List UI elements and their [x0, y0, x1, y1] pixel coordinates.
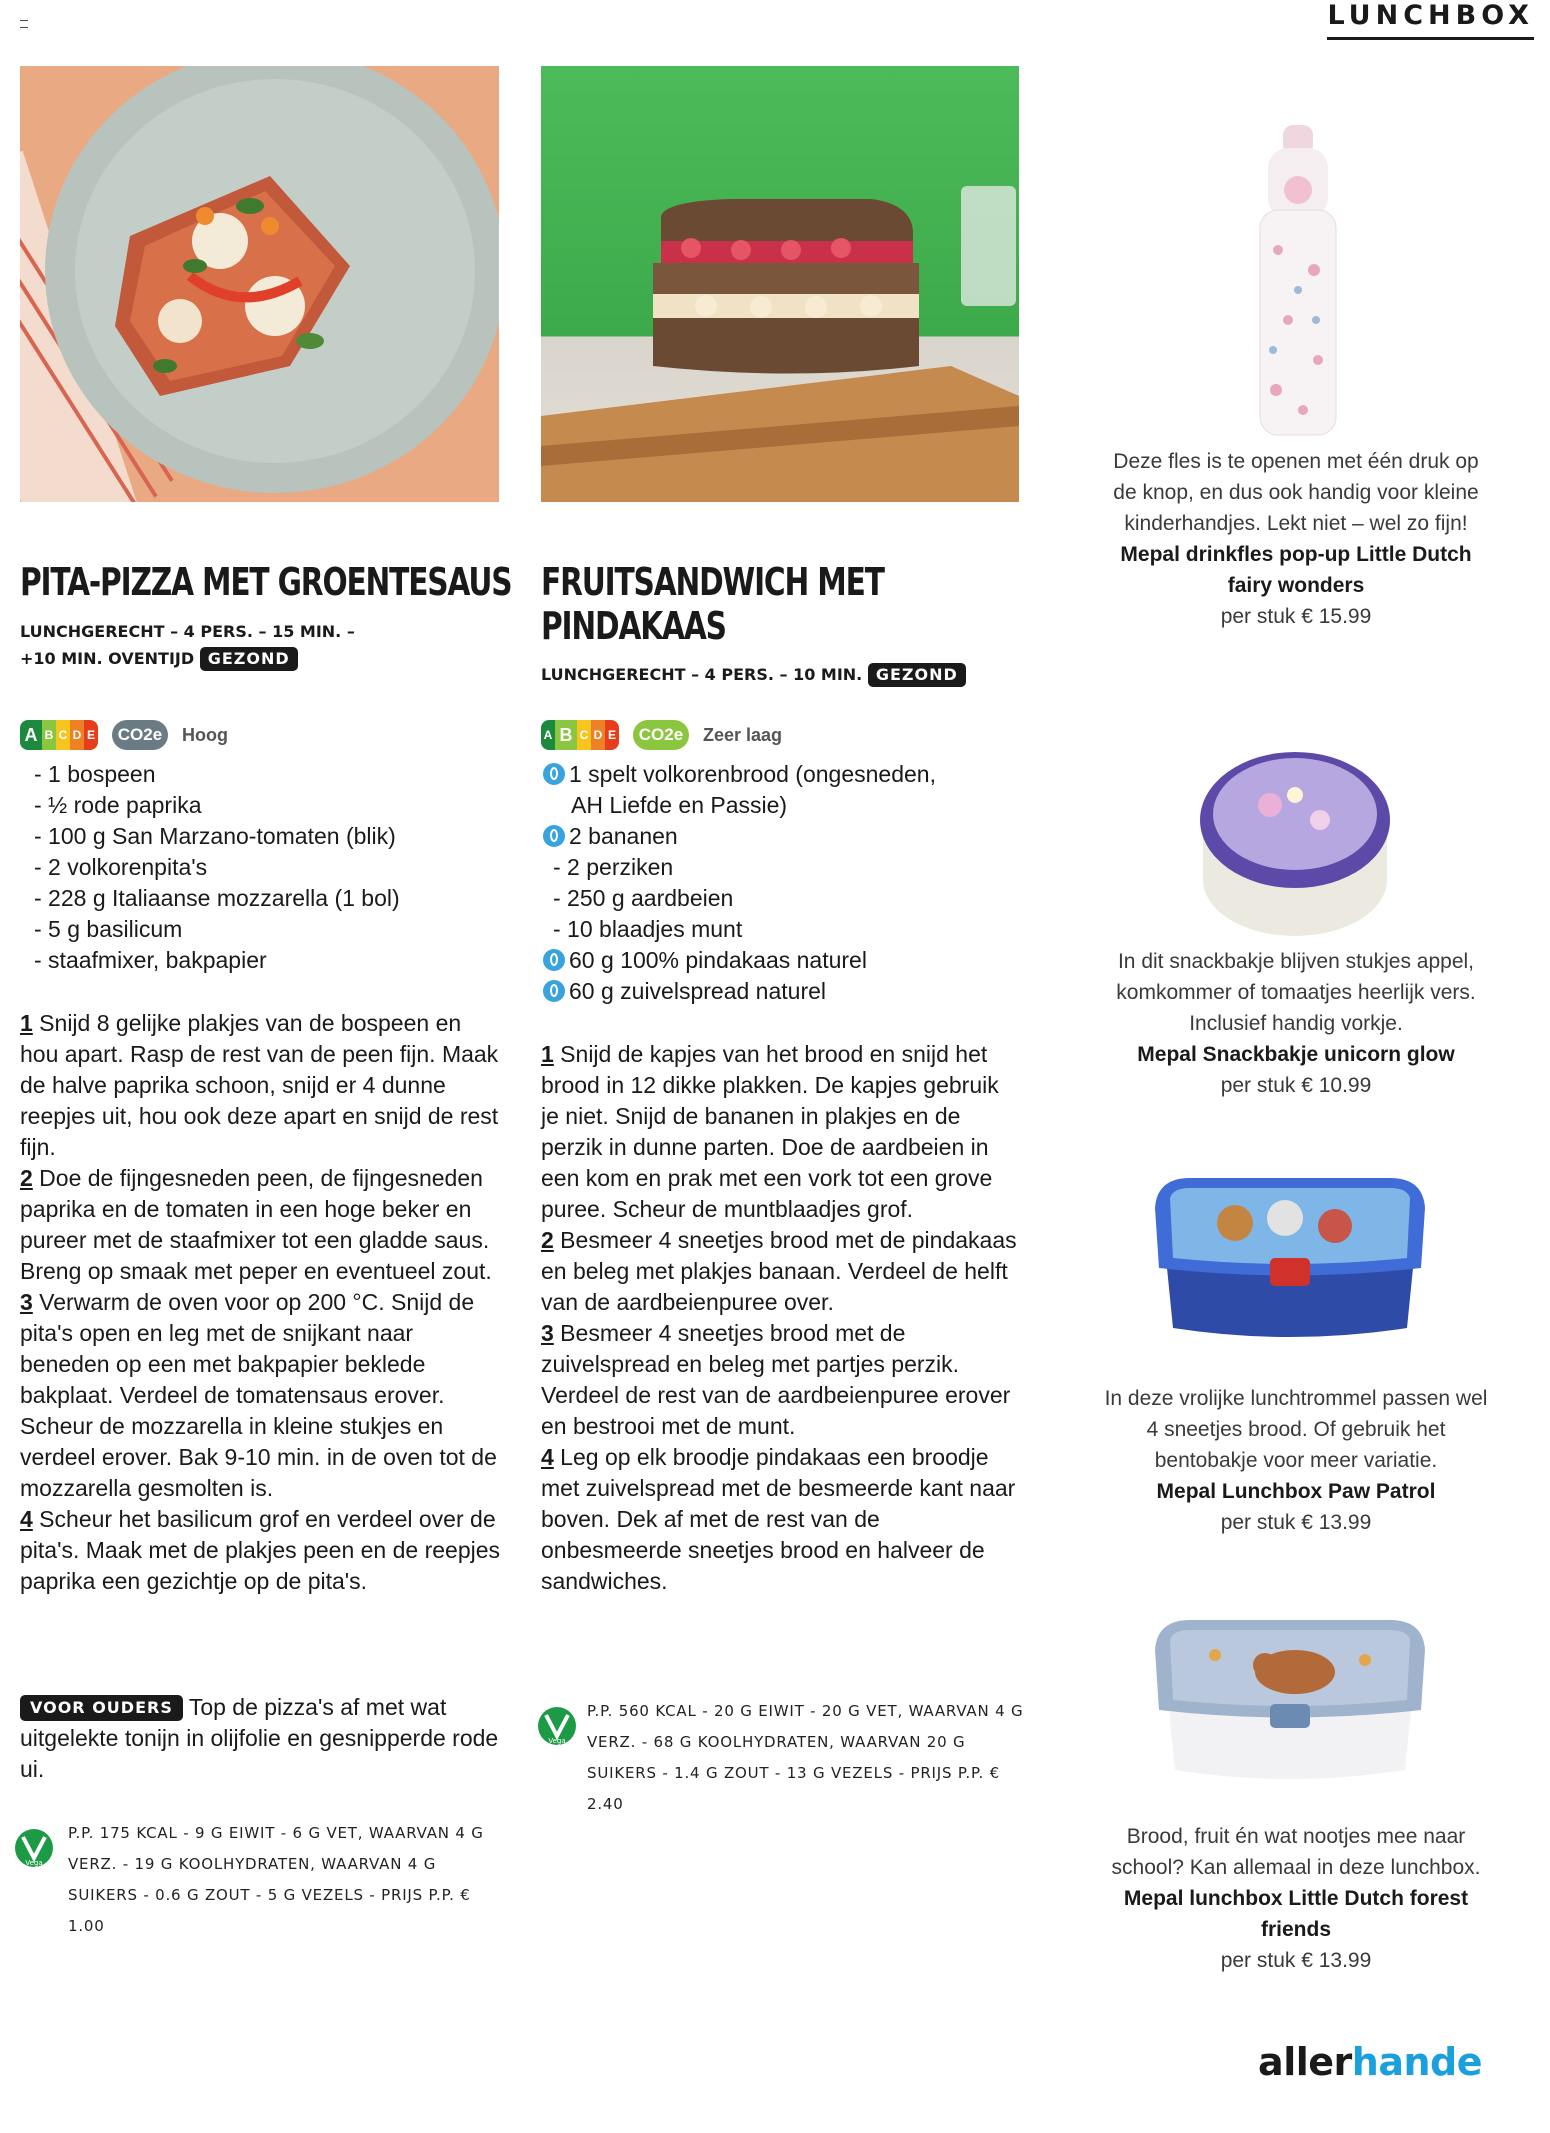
logo-part1: aller: [1258, 2040, 1352, 2084]
step-text: Snijd 8 gelijke plakjes van de bospeen en hou apart. Rasp de rest van de peen fijn. Maak de halve paprika schoon, snijd er 4 dunne reepjes uit, hou ook deze apart en snijd de rest fijn.: [20, 1010, 499, 1160]
step-number: 3: [541, 1320, 554, 1346]
product-price: per stuk € 10.99: [1220, 1074, 1372, 1097]
parents-tip-text: Top de pizza's af met wat uitgelekte tonijn in olijfolie en gesnipperde rode ui.: [20, 1694, 499, 1782]
recipe2-steps: [541, 1039, 1019, 1597]
vega-label: Vega: [25, 1859, 43, 1867]
recipe2-co2-icon: CO2e: [633, 720, 689, 750]
product-name: Mepal Snackbakje unicorn glow: [1137, 1043, 1455, 1066]
ingredient-text: AH Liefde en Passie): [571, 792, 788, 818]
step: [20, 1287, 502, 1504]
product-price: per stuk € 15.99: [1220, 605, 1372, 628]
product-description: In deze vrolijke lunchtrommel passen wel 4 sneetjes brood. Of gebruik het bentobakje voor meer variatie.: [1104, 1387, 1488, 1472]
step: [20, 1504, 502, 1597]
fruitsandwich-photo: [541, 66, 1019, 502]
ah-brand-icon: [543, 763, 565, 785]
logo-part2: hande: [1351, 2040, 1482, 2084]
step: [541, 1225, 1019, 1318]
product-lunchbox-paw-patrol: [1101, 1383, 1491, 1538]
recipe1-scores: [20, 720, 228, 750]
product-price: per stuk € 13.99: [1220, 1949, 1372, 1972]
recipe2-title: [541, 560, 884, 648]
product-description: In dit snackbakje blijven stukjes appel, komkommer of tomaatjes heerlijk vers. Inclusief handig vorkje.: [1116, 950, 1476, 1035]
ingredient: [543, 821, 936, 852]
recipe1-nutriscore-badge: [20, 720, 98, 750]
menu-icon: [20, 20, 28, 28]
parents-badge: VOOR OUDERS: [20, 1695, 183, 1721]
ah-brand-icon: [543, 980, 565, 1002]
recipe1-meta-line1: LUNCHGERECHT – 4 PERS. – 15 MIN. –: [20, 622, 355, 641]
vega-icon: [537, 1706, 577, 1746]
ingredient-text: 2 bananen: [569, 823, 678, 849]
recipe2-meta: [541, 661, 966, 688]
ingredient: - staafmixer, bakpapier: [34, 947, 267, 973]
step-number: 2: [541, 1227, 554, 1253]
section-title: LUNCHBOX: [1327, 0, 1534, 40]
product-description: Deze fles is te openen met één druk op de knop, en dus ook handig voor kleine kinderhandjes. Lekt niet – wel zo fijn!: [1113, 450, 1479, 535]
product-price: per stuk € 13.99: [1220, 1511, 1372, 1534]
allerhande-logo: [1258, 2040, 1482, 2084]
ingredient-text: - 10 blaadjes munt: [553, 916, 743, 942]
ingredient: [543, 852, 936, 883]
recipe2-nutriscore-badge: [541, 720, 619, 750]
recipe1-meta-line2: +10 MIN. OVENTIJD: [20, 649, 195, 668]
recipe2-title-line1: FRUITSANDWICH MET: [541, 560, 884, 604]
ingredient-text: - 2 perziken: [553, 854, 674, 880]
step-text: Doe de fijngesneden peen, de fijngesneden paprika en de tomaten in een hoge beker en pureer met de staafmixer tot een gladde saus. Breng op smaak met peper en eventueel zout.: [20, 1165, 492, 1284]
product-description: Brood, fruit én wat nootjes mee naar school? Kan allemaal in deze lunchbox.: [1111, 1825, 1481, 1879]
ingredient-text: 60 g 100% pindakaas naturel: [569, 947, 867, 973]
fruitsandwich-illustration: [541, 66, 1019, 502]
step-number: 3: [20, 1289, 33, 1315]
recipe1-co2-level: Hoog: [182, 724, 228, 745]
recipe2-scores: [541, 720, 782, 750]
recipe1-healthy-badge: GEZOND: [200, 647, 298, 671]
recipe1-title: PITA-PIZZA MET GROENTESAUS: [20, 560, 512, 604]
step: [541, 1039, 1019, 1225]
ingredient: [543, 759, 936, 790]
step-number: 4: [20, 1506, 33, 1532]
step-number: 1: [20, 1010, 33, 1036]
nutriscore-b: B: [555, 720, 577, 750]
product-name: Mepal drinkfles pop-up Little Dutch fairy wonders: [1120, 543, 1472, 597]
nutriscore-a: A: [20, 720, 42, 750]
ah-brand-icon: [543, 825, 565, 847]
step-text: Snijd de kapjes van het brood en snijd het brood in 12 dikke plakken. De kapjes gebruik je niet. Snijd de bananen in plakjes en de perzik in dunne parten. Doe de aardbeien in een kom en prak met een vork tot een grove puree. Scheur de muntblaadjes grof.: [541, 1041, 999, 1222]
step-text: Leg op elk broodje pindakaas een broodje met zuivelspread met de besmeerde kant naar boven. Dek af met de rest van de onbesmeerde sneetjes brood en halveer de sandwiches.: [541, 1444, 1016, 1594]
ingredient: [543, 945, 936, 976]
step: [541, 1318, 1019, 1442]
ah-brand-icon: [543, 949, 565, 971]
step-number: 1: [541, 1041, 554, 1067]
recipe1-co2-icon: CO2e: [112, 720, 168, 750]
recipe1-nutrition: P.P. 175 KCAL - 9 G EIWIT - 6 G VET, WAARVAN 4 G VERZ. - 19 G KOOLHYDRATEN, WAARVAN 4 G SUIKERS - 0.6 G ZOUT - 5 G VEZELS - PRIJS P.P. € 1.00: [68, 1824, 484, 1935]
ingredient: - ½ rode paprika: [34, 792, 202, 818]
recipe1-parents-tip: [20, 1692, 502, 1785]
product-name: Mepal lunchbox Little Dutch forest friends: [1123, 1887, 1469, 1941]
recipe1-ingredients: [34, 759, 400, 976]
ingredient: - 100 g San Marzano-tomaten (blik): [34, 823, 396, 849]
ingredient-text: 1 spelt volkorenbrood (ongesneden,: [569, 761, 936, 787]
ingredient: [543, 914, 936, 945]
recipe2-co2-level: Zeer laag: [703, 724, 783, 745]
nutriscore-a: A: [541, 720, 555, 750]
ingredient: [543, 976, 936, 1007]
recipe1-meta: [20, 618, 355, 672]
recipe1-steps: [20, 1008, 502, 1597]
step-text: Verwarm de oven voor op 200 °C. Snijd de pita's open en leg met de snijkant naar beneden op een met bakpapier beklede bakplaat. Verdeel de tomatensaus erover. Scheur de mozzarella in kleine stukjes en verdeel erover. Bak 9-10 min. in de oven tot de mozzarella gesmolten is.: [20, 1289, 497, 1501]
product-lunchbox-forest-friends: [1101, 1821, 1491, 1976]
recipe2-healthy-badge: GEZOND: [868, 663, 966, 687]
step-text: Besmeer 4 sneetjes brood met de pindakaas en beleg met plakjes banaan. Verdeel de helft van de aardbeienpuree over.: [541, 1227, 1017, 1315]
step-text: Scheur het basilicum grof en verdeel over de pita's. Maak met de plakjes peen en de reepjes paprika een gezichtje op de pita's.: [20, 1506, 501, 1594]
ingredient: - 2 volkorenpita's: [34, 854, 208, 880]
step-number: 4: [541, 1444, 554, 1470]
nutriscore-b: B: [42, 720, 56, 750]
nutriscore-d: D: [70, 720, 84, 750]
ingredient-text: 60 g zuivelspread naturel: [569, 978, 826, 1004]
vega-icon: [14, 1828, 54, 1868]
nutriscore-c: C: [56, 720, 70, 750]
ingredient-text: - 250 g aardbeien: [553, 885, 734, 911]
vega-label: Vega: [548, 1737, 566, 1745]
ingredient: - 228 g Italiaanse mozzarella (1 bol): [34, 885, 400, 911]
nutriscore-d: D: [591, 720, 605, 750]
recipe2-meta-text: LUNCHGERECHT – 4 PERS. – 10 MIN.: [541, 665, 863, 684]
lunchbox-forest-friends-image: [1145, 1610, 1435, 1790]
step: [541, 1442, 1019, 1597]
pita-pizza-illustration: [20, 66, 499, 502]
ingredient: [543, 883, 936, 914]
pita-pizza-photo: [20, 66, 499, 502]
lunchbox-paw-patrol-image: [1145, 1168, 1435, 1348]
recipe2-nutrition: P.P. 560 KCAL - 20 G EIWIT - 20 G VET, WAARVAN 4 G VERZ. - 68 G KOOLHYDRATEN, WAARVAN 20 G SUIKERS - 1.4 G ZOUT - 13 G VEZELS - PRIJS P.P. € 2.40: [587, 1702, 1024, 1813]
nutriscore-c: C: [577, 720, 591, 750]
step: [20, 1163, 502, 1287]
step-number: 2: [20, 1165, 33, 1191]
drinking-bottle-image: [1248, 120, 1348, 440]
recipe2-ingredients: [543, 759, 936, 1007]
recipe2-title-line2: PINDAKAAS: [541, 604, 726, 648]
product-bottle: [1101, 446, 1491, 632]
step-text: Besmeer 4 sneetjes brood met de zuivelspread en beleg met partjes perzik. Verdeel de rest van de aardbeienpuree erover en bestrooi met de munt.: [541, 1320, 1011, 1439]
product-snack-box: [1101, 946, 1491, 1101]
nutriscore-e: E: [605, 720, 619, 750]
ingredient: [543, 790, 936, 821]
product-name: Mepal Lunchbox Paw Patrol: [1156, 1480, 1436, 1503]
snack-box-image: [1190, 740, 1400, 940]
ingredient: - 1 bospeen: [34, 761, 156, 787]
nutriscore-e: E: [84, 720, 98, 750]
ingredient: - 5 g basilicum: [34, 916, 183, 942]
step: [20, 1008, 502, 1163]
